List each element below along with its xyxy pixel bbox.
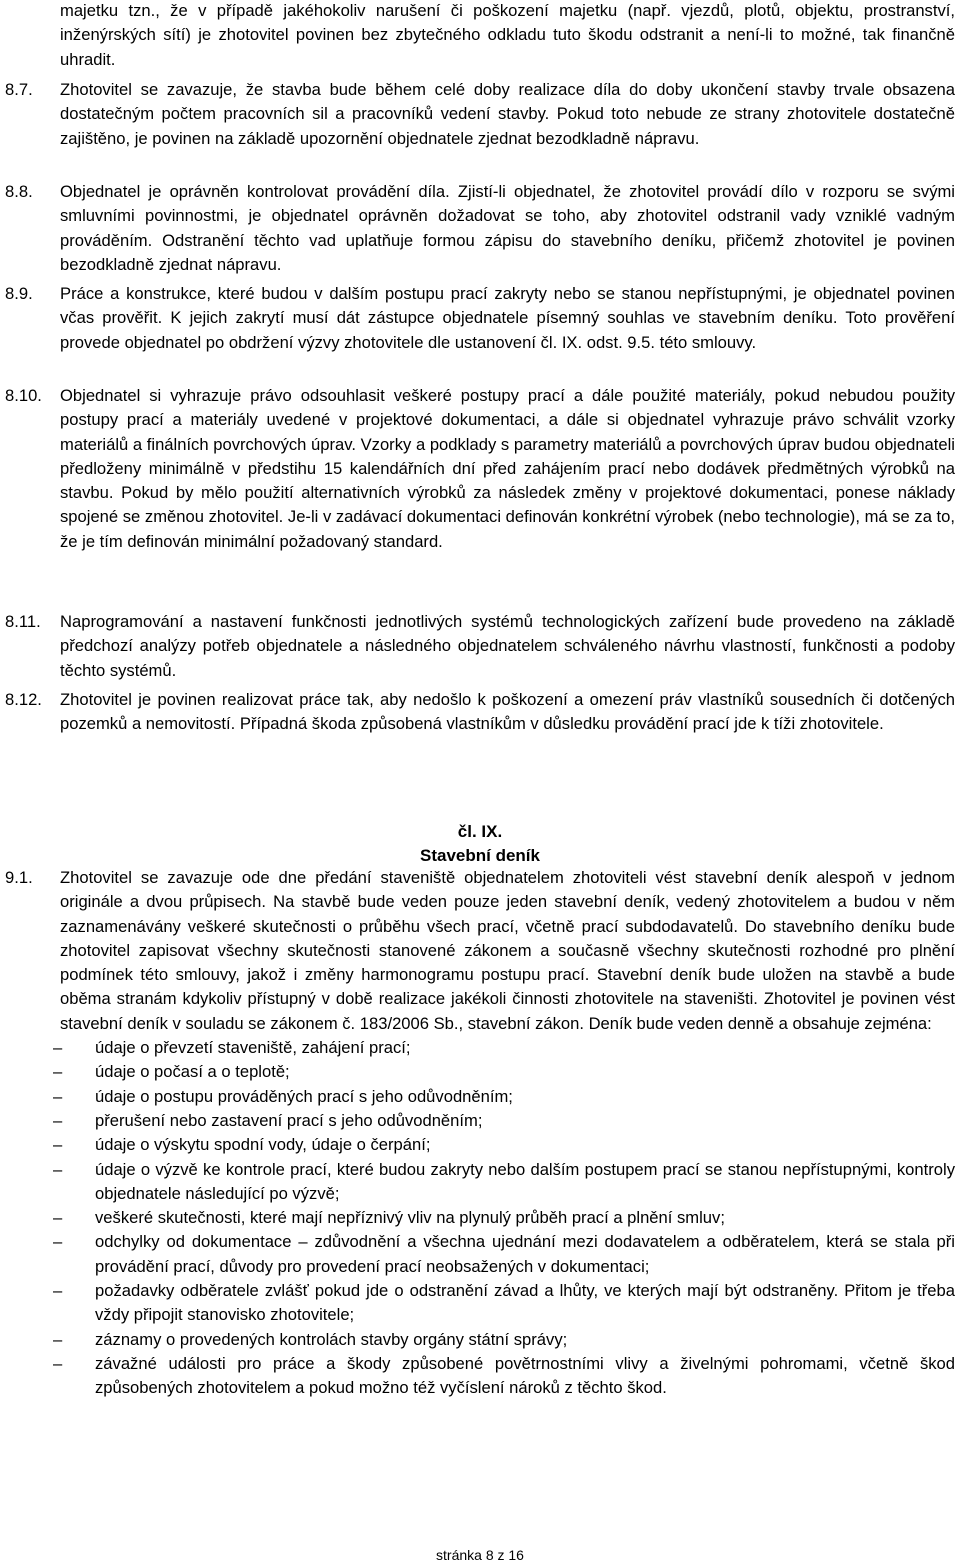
clause-number: 8.9.	[5, 284, 33, 303]
page-number-footer: stránka 8 z 16	[436, 1547, 524, 1563]
list-item-text: údaje o výskytu spodní vody, údaje o čerpání;	[95, 1135, 431, 1155]
clause-text	[53, 866, 955, 1401]
clause-text: Zhotovitel je povinen realizovat práce tak, aby nedošlo k poškození a omezení práv vlastníků sousedních či dotčených pozemků a nemovitostí. Případná škoda způsobená vlastníkům v důsledku provádění prací jde k tíži zhotovitele.	[60, 690, 955, 734]
list-item-text: požadavky odběratele zvlášť pokud jde o odstranění závad a lhůty, ve kterých mají být odstraněny. Přitom je třeba vždy připojit stanovisko zhotovitele;	[95, 1281, 955, 1325]
clause-number: 8.8.	[5, 182, 33, 201]
clause-8-12	[5, 688, 955, 737]
clause-8-7	[5, 78, 955, 151]
list-item-text: údaje o postupu prováděných prací s jeho odůvodněním;	[95, 1086, 513, 1106]
list-item-text: záznamy o provedených kontrolách stavby orgány státní správy;	[95, 1329, 568, 1349]
dash-bullet: –	[53, 1086, 63, 1106]
list-item	[53, 1279, 955, 1328]
clause-number: 8.12.	[5, 690, 42, 709]
clause-body: Zhotovitel se zavazuje ode dne předání staveniště objednatelem zhotoviteli vést stavební deník alespoň v jednom originále a dvou průpisech. Na stavbě bude veden pouze jeden stavební deník, vedený zhotovitelem a budou v něm zaznamenávány veškeré skutečnosti o průběhu všech prací, včetně prací subdodavatelů. Do stavebního deníku bude zhotovitel zapisovat všechny skutečnosti stanovené zákonem a současně všechny skutečnosti rozhodné pro plnění podmínek této smlouvy, jakož i změny harmonogramu postupu prací. Stavební deník bude uložen na stavbě a bude oběma stranám kdykoliv přístupný v době realizace jakékoli činnosti zhotovitele na staveništi. Zhotovitel je povinen vést stavební deník v souladu se zákonem č. 183/2006 Sb., stavební zákon. Deník bude veden denně a obsahuje zejména:	[60, 868, 955, 1033]
clause-9-1	[5, 866, 955, 1401]
clause-number: 9.1.	[5, 868, 33, 887]
list-item	[53, 1085, 955, 1109]
list-item-text: závažné události pro práce a škody způsobené povětrnostními vlivy a živelnými pohromami, včetně škod způsobených zhotovitelem a pokud možno též vyčíslení nároků z těchto škod.	[95, 1353, 955, 1398]
list-item	[53, 1230, 955, 1279]
clause-number: 8.11.	[5, 612, 41, 631]
clause-8-11	[5, 610, 955, 683]
clause-8-8	[5, 180, 955, 277]
list-item-text: odchylky od dokumentace – zdůvodnění a všechna ujednání mezi dodavatelem a odběratelem, která se stala při provádění prací, důvody pro provedení prací neobsažených v dokumentaci;	[95, 1232, 955, 1276]
list-item	[53, 1206, 955, 1230]
dash-bullet: –	[53, 1110, 63, 1130]
dash-bullet: –	[53, 1062, 63, 1082]
dash-bullet: –	[53, 1232, 63, 1252]
dash-bullet: –	[53, 1353, 63, 1373]
clause-text: Zhotovitel se zavazuje, že stavba bude během celé doby realizace díla do doby ukončení stavby trvale obsazena dostatečným počtem pracovních sil a pracovníků vedení stavby. Pokud toto nebude ze strany zhotovitele dostatečně zajištěno, je povinen na základě upozornění objednatele zjednat bezodkladně nápravu.	[60, 80, 955, 148]
clause-text: Objednatel si vyhrazuje právo odsouhlasit veškeré postupy prací a dále použité materiály, pokud nebudou použity postupy prací a materiály uvedené v projektové dokumentaci, a dále si objednatel vyhrazuje právo schválit vzorky materiálů a finálních povrchových úprav. Vzorky a podklady s parametry materiálů a povrchových úprav budou objednateli předloženy minimálně v předstihu 15 kalendářních dní před zahájením prací nebo dodávek předmětných výrobků na stavbu. Pokud by mělo použití alternativních výrobků za následek změny v projektové dokumentaci, ponese náklady spojené se změnou zhotovitel. Je-li v zadávací dokumentaci definován konkrétní výrobek (nebo technologie), má se za to, že je tím definován minimální požadovaný standard.	[60, 386, 955, 551]
dash-bullet: –	[53, 1329, 63, 1349]
list-item	[53, 1133, 955, 1157]
list-item-text: přerušení nebo zastavení prací s jeho odůvodněním;	[95, 1110, 483, 1130]
clause-text: Objednatel je oprávněn kontrolovat provádění díla. Zjistí-li objednatel, že zhotovitel provádí dílo v rozporu se svými smluvními povinnostmi, je objednatel oprávněn dožadovat se toho, aby zhotovitel odstranil vady vzniklé vadným prováděním. Odstranění těchto vad uplatňuje formou zápisu do stavebního deníku, přičemž zhotovitel je povinen bezodkladně zjednat nápravu.	[60, 182, 955, 274]
dash-bullet: –	[53, 1135, 63, 1155]
article-number: čl. IX.	[457, 822, 503, 841]
list-item	[53, 1109, 955, 1133]
clause-number: 8.10.	[5, 386, 42, 405]
list-item-text: údaje o počasí a o teplotě;	[95, 1062, 290, 1082]
continuation-text: majetku tzn., že v případě jakéhokoliv narušení či poškození majetku (např. vjezdů, plotů, objektu, prostranství, inženýrských sítí) je zhotovitel povinen bez zbytečného odkladu tuto škodu odstranit a není-li to možné, tak finančně uhradit.	[60, 1, 955, 69]
list-item	[53, 1158, 955, 1207]
dash-bullet: –	[53, 1038, 63, 1058]
dash-bullet: –	[53, 1159, 63, 1179]
clause-text: Naprogramování a nastavení funkčnosti jednotlivých systémů technologických zařízení bude provedeno na základě předchozí analýzy potřeb objednatele a následného objednatelem schváleného návrhu vlastností, funkčnosti a podoby těchto systémů.	[60, 612, 955, 680]
list-item	[53, 1328, 955, 1352]
list-item-text: veškeré skutečnosti, které mají nepříznivý vliv na plynulý průběh prací a plnění smluv;	[95, 1208, 725, 1228]
clause-8-9	[5, 282, 955, 355]
list-item	[53, 1352, 955, 1401]
list-item-text: údaje o převzetí staveniště, zahájení prací;	[95, 1038, 411, 1058]
continuation-paragraph	[60, 0, 955, 72]
list-item	[53, 1036, 955, 1060]
clause-text: Práce a konstrukce, které budou v dalším postupu prací zakryty nebo se stanou nepřístupnými, je objednatel povinen včas prověřit. K jejich zakrytí musí dát zástupce objednatele písemný souhlas ve stavebním deníku. Toto prověření provede objednatel po obdržení výzvy zhotovitele dle ustanovení čl. IX. odst. 9.5. této smlouvy.	[60, 284, 955, 352]
list-item-text: údaje o výzvě ke kontrole prací, které budou zakryty nebo dalším postupem prací se stanou nepřístupnými, kontroly objednatele následující po výzvě;	[95, 1159, 955, 1203]
clause-number: 8.7.	[5, 80, 33, 99]
article-title: Stavební deník	[420, 846, 540, 865]
dash-bullet: –	[53, 1208, 63, 1228]
list-item	[53, 1060, 955, 1084]
dash-bullet: –	[53, 1281, 63, 1301]
clause-8-10	[5, 384, 955, 554]
diary-contents-list	[53, 1036, 955, 1400]
